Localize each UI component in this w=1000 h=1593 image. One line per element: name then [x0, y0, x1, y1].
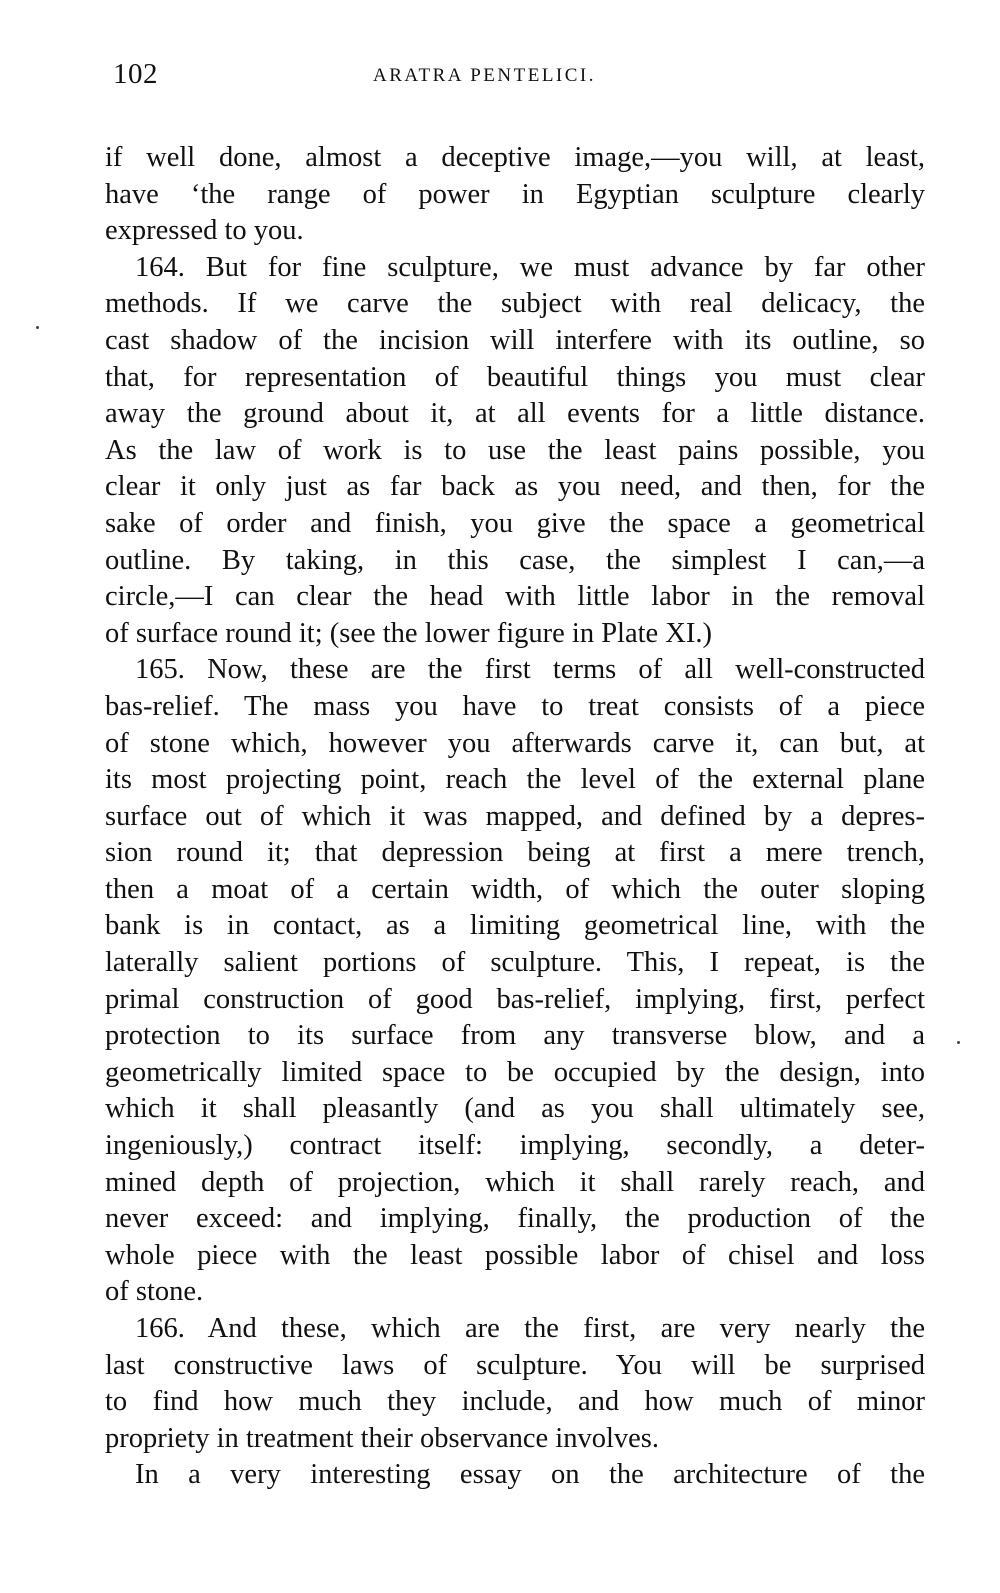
text-line: of stone. [105, 1276, 204, 1308]
running-title: ARATRA PENTELICI. [373, 65, 596, 86]
text-line: clear it only just as far back as you need, and then, for the [105, 471, 925, 503]
scan-speck [36, 326, 39, 329]
text-line: which it shall pleasantly (and as you shall ultimately see, [105, 1093, 925, 1125]
text-line: mined depth of projection, which it shall rarely reach, and [105, 1166, 925, 1198]
text-line: laterally salient portions of sculpture. This, I repeat, is the [105, 947, 925, 979]
text-line: sake of order and finish, you give the space a geometrical [105, 507, 925, 539]
text-line: bas-relief. The mass you have to treat consists of a piece [105, 690, 925, 722]
text-line: primal construction of good bas-relief, implying, first, perfect [105, 983, 925, 1015]
text-line: of stone which, however you afterwards carve it, can but, at [105, 727, 925, 759]
text-line: ingeniously,) contract itself: implying, secondly, a deter- [105, 1130, 925, 1162]
text-line: bank is in contact, as a limiting geometrical line, with the [105, 910, 925, 942]
text-line: 166. And these, which are the first, are very nearly the [135, 1313, 925, 1344]
text-line: cast shadow of the incision will interfere with its outline, so [105, 324, 925, 356]
text-line: circle,—I can clear the head with little labor in the removal [105, 581, 925, 613]
text-line: surface out of which it was mapped, and defined by a depres- [105, 800, 925, 832]
text-line: 165. Now, these are the first terms of all well-constructed [135, 654, 925, 686]
text-line: if well done, almost a deceptive image,—you will, at least, [105, 142, 925, 173]
text-line: propriety in treatment their observance involves. [105, 1422, 659, 1454]
text-line: of surface round it; (see the lower figure in Plate XI.) [105, 617, 712, 649]
text-line: expressed to you. [105, 215, 304, 247]
text-line: In a very interesting essay on the architecture of the [135, 1459, 925, 1491]
scan-speck [957, 1041, 960, 1044]
page-number: 102 [113, 58, 158, 90]
text-line: 164. But for fine sculpture, we must advance by far other [135, 251, 925, 283]
text-line: never exceed: and implying, finally, the production of the [105, 1203, 925, 1235]
text-line: protection to its surface from any transverse blow, and a [105, 1020, 925, 1052]
text-line: sion round it; that depression being at first a mere trench, [105, 837, 925, 869]
text-line: to find how much they include, and how much of minor [105, 1386, 925, 1418]
text-line: then a moat of a certain width, of which the outer sloping [105, 873, 925, 905]
body-text [105, 140, 925, 1494]
text-line: outline. By taking, in this case, the simplest I can,—a [105, 544, 925, 576]
text-line: its most projecting point, reach the level of the external plane [105, 764, 925, 796]
text-line: As the law of work is to use the least pains possible, you [105, 434, 925, 466]
text-line: that, for representation of beautiful things you must clear [105, 361, 925, 393]
text-line: last constructive laws of sculpture. You will be surprised [105, 1349, 925, 1381]
text-line: whole piece with the least possible labor of chisel and loss [105, 1239, 925, 1271]
text-line: away the ground about it, at all events for a little distance. [105, 398, 925, 430]
text-line: have ‘the range of power in Egyptian sculpture clearly [105, 178, 925, 210]
page-header [105, 58, 925, 98]
text-line: methods. If we carve the subject with real delicacy, the [105, 288, 925, 320]
text-line: geometrically limited space to be occupied by the design, into [105, 1056, 925, 1088]
